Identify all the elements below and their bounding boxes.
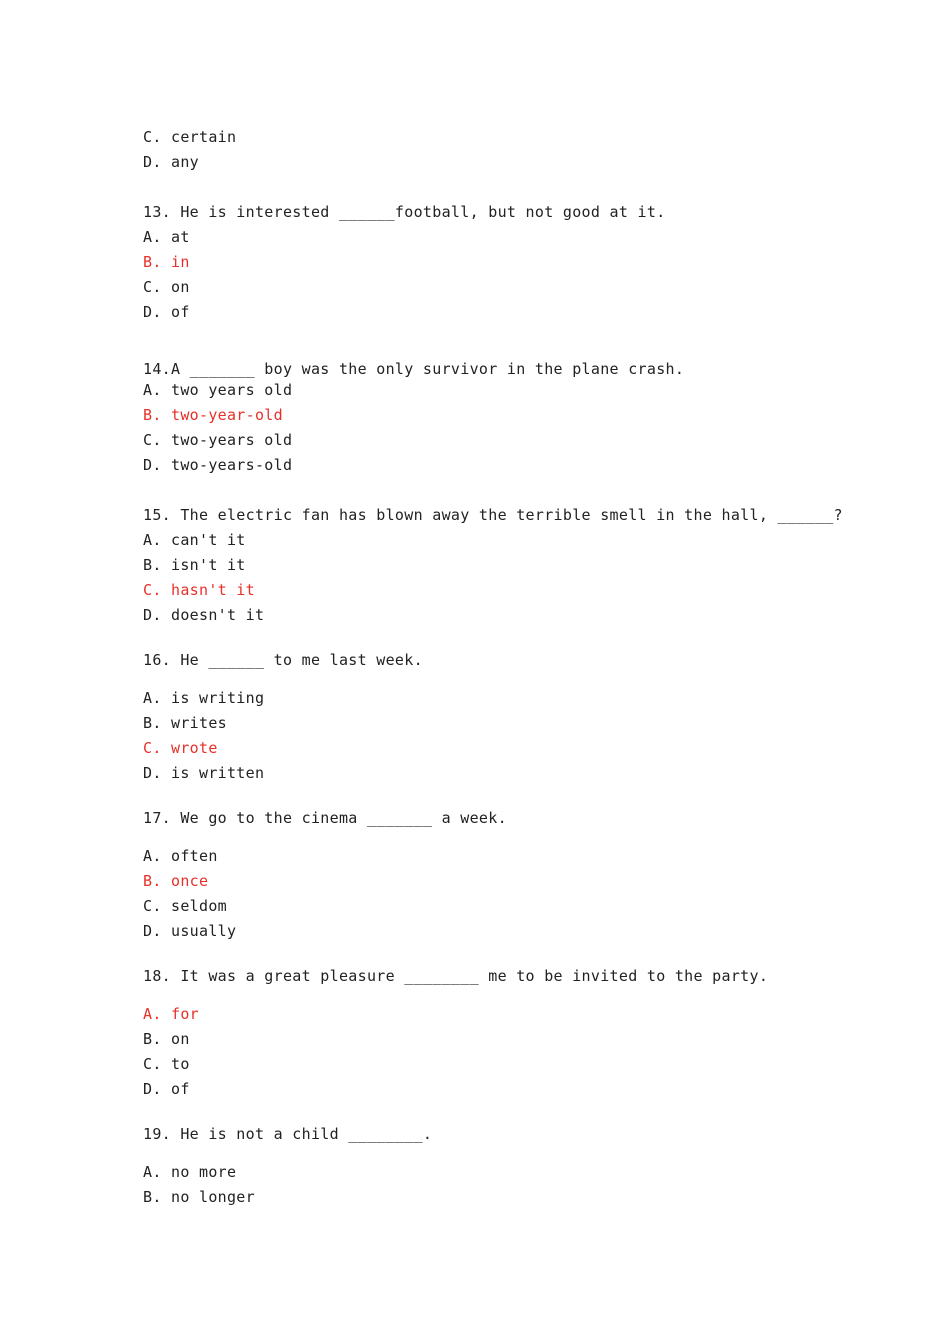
option-15-c-correct: C. hasn't it bbox=[143, 581, 255, 599]
option-14-a: A. two years old bbox=[143, 381, 293, 399]
question-13-stem: 13. He is interested ______football, but not good at it. bbox=[143, 203, 666, 221]
option-16-d: D. is written bbox=[143, 764, 265, 782]
question-15-stem: 15. The electric fan has blown away the terrible smell in the hall, ______? bbox=[143, 506, 843, 524]
option-16-a: A. is writing bbox=[143, 689, 265, 707]
question-17-stem: 17. We go to the cinema _______ a week. bbox=[143, 809, 507, 827]
option-17-d: D. usually bbox=[143, 922, 237, 940]
option-16-c-correct: C. wrote bbox=[143, 739, 218, 757]
option-13-a: A. at bbox=[143, 228, 190, 246]
option-14-b-correct: B. two-year-old bbox=[143, 406, 283, 424]
question-18-stem: 18. It was a great pleasure ________ me to be invited to the party. bbox=[143, 967, 769, 985]
option-13-b-correct: B. in bbox=[143, 253, 190, 271]
option-17-c: C. seldom bbox=[143, 897, 227, 915]
option-17-a: A. often bbox=[143, 847, 218, 865]
option-19-a: A. no more bbox=[143, 1163, 237, 1181]
option-18-a-correct: A. for bbox=[143, 1005, 199, 1023]
option-12-d: D. any bbox=[143, 153, 199, 171]
option-15-d: D. doesn't it bbox=[143, 606, 265, 624]
option-14-d: D. two-years-old bbox=[143, 456, 293, 474]
option-18-d: D. of bbox=[143, 1080, 190, 1098]
option-13-c: C. on bbox=[143, 278, 190, 296]
option-15-a: A. can't it bbox=[143, 531, 246, 549]
option-12-c: C. certain bbox=[143, 128, 237, 146]
option-19-b: B. no longer bbox=[143, 1188, 255, 1206]
question-19-stem: 19. He is not a child ________. bbox=[143, 1125, 433, 1143]
option-17-b-correct: B. once bbox=[143, 872, 209, 890]
option-18-b: B. on bbox=[143, 1030, 190, 1048]
option-16-b: B. writes bbox=[143, 714, 227, 732]
question-14-stem: 14.A _______ boy was the only survivor in the plane crash. bbox=[143, 360, 685, 378]
option-15-b: B. isn't it bbox=[143, 556, 246, 574]
option-14-c: C. two-years old bbox=[143, 431, 293, 449]
option-13-d: D. of bbox=[143, 303, 190, 321]
question-16-stem: 16. He ______ to me last week. bbox=[143, 651, 423, 669]
option-18-c: C. to bbox=[143, 1055, 190, 1073]
